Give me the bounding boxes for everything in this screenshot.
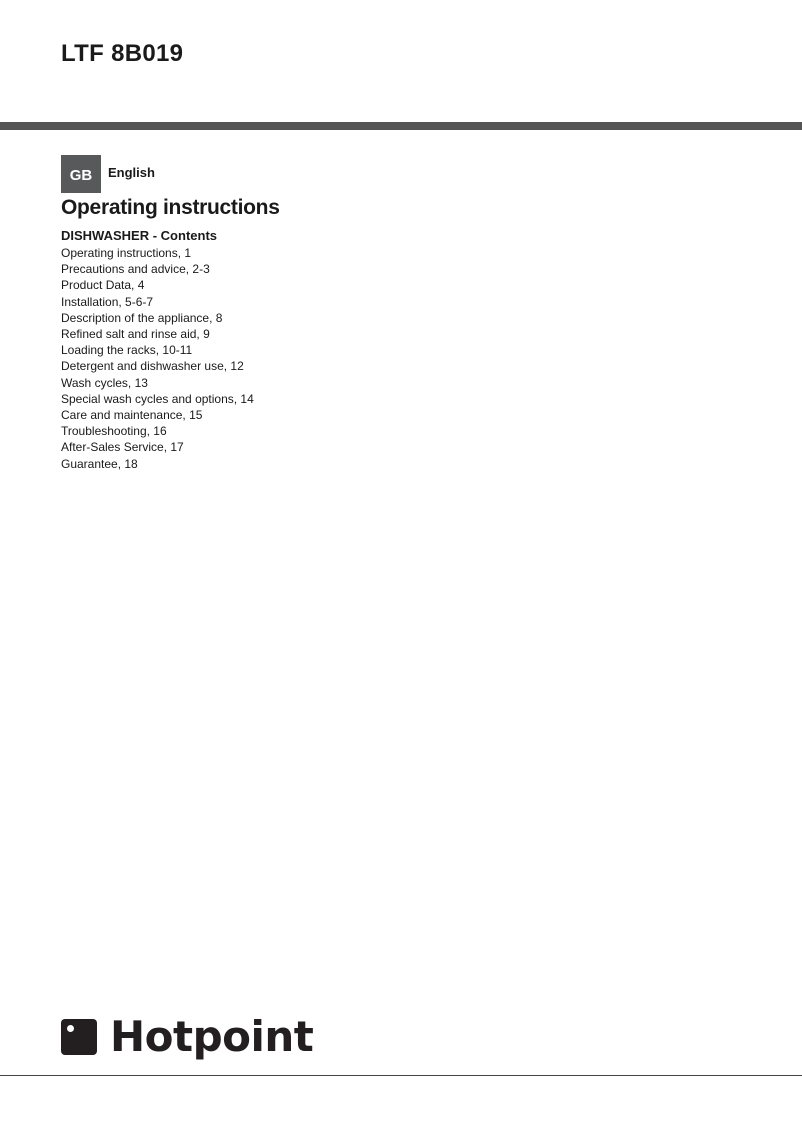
toc-item: Precautions and advice, 2-3 xyxy=(61,262,210,277)
toc-item: Operating instructions, 1 xyxy=(61,246,192,260)
toc-item: Wash cycles, 13 xyxy=(61,375,148,390)
toc-item: Description of the appliance, 8 xyxy=(61,310,223,325)
toc-item: Care and maintenance, 15 xyxy=(61,408,203,423)
brand-logo xyxy=(61,1012,313,1062)
language-name: English xyxy=(108,165,155,180)
toc-item: After-Sales Service, 17 xyxy=(61,440,184,455)
toc-item: Troubleshooting, 16 xyxy=(61,424,167,439)
toc-item: Guarantee, 18 xyxy=(61,456,138,471)
brand-name: Hotpoint xyxy=(110,1012,314,1061)
contents-heading: DISHWASHER - Contents xyxy=(61,228,217,243)
hotpoint-logo-mark-icon xyxy=(61,1019,97,1055)
toc-item: Loading the racks, 10-11 xyxy=(61,343,193,358)
document-title: Operating instructions xyxy=(61,196,280,219)
toc-item: Product Data, 4 xyxy=(61,278,145,293)
header-divider xyxy=(0,122,802,130)
model-number: LTF 8B019 xyxy=(61,40,184,67)
toc-item: Special wash cycles and options, 14 xyxy=(61,391,254,406)
table-of-contents xyxy=(61,245,254,472)
toc-item: Refined salt and rinse aid, 9 xyxy=(61,327,210,342)
footer-divider xyxy=(0,1075,802,1076)
language-code-badge: GB xyxy=(61,155,101,193)
toc-item: Detergent and dishwasher use, 12 xyxy=(61,359,244,374)
language-indicator xyxy=(61,155,155,193)
toc-item: Installation, 5-6-7 xyxy=(61,294,154,309)
